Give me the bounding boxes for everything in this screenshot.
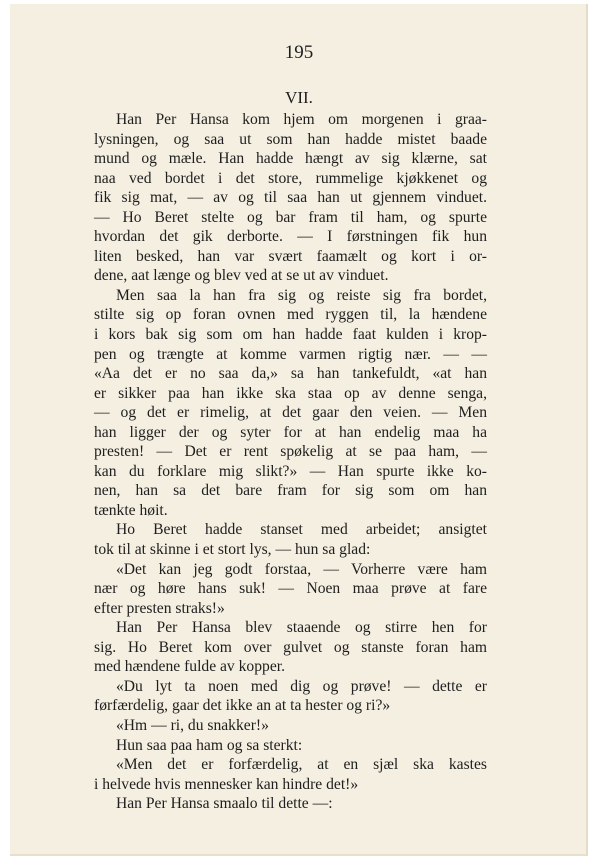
text-line: sig. Ho Beret kom over gulvet og stanste foran ham xyxy=(94,638,487,656)
chapter-heading: VII. xyxy=(285,88,313,107)
text-line: tok til at skinne i et stort lys, — hun sa glad: xyxy=(94,541,371,559)
text-line: Men saa la han fra sig og reiste sig fra bordet, xyxy=(116,286,487,304)
text-line: fik sig mat, — av og til saa han ut gjennem vinduet. xyxy=(94,189,487,207)
text-line: Han Per Hansa smaalo til dette —: xyxy=(116,795,333,813)
text-line: førfærdelig, gaar det ikke an at ta hester og ri?» xyxy=(94,697,391,715)
text-line: «Aa det er no saa da,» sa han tankefuldt, «at han xyxy=(94,365,487,383)
text-line: — og det er rimelig, at det gaar den veien. — Men xyxy=(94,404,487,422)
text-line: pen og trængte at komme varmen rigtig nær. — — xyxy=(94,345,487,363)
text-line: liten besked, han var svært faamælt og kort i or- xyxy=(94,247,487,265)
text-line: presten! — Det er rent spøkelig at se paa ham, — xyxy=(94,443,487,461)
text-line: «Hm — ri, du snakker!» xyxy=(116,716,269,734)
text-line: nær og høre hans suk! — Noen maa prøve at fare xyxy=(94,580,487,598)
body-text xyxy=(94,110,487,814)
text-line: Han Per Hansa kom hjem om morgenen i graa- xyxy=(116,111,487,128)
text-line: i helvede hvis mennesker kan hindre det!» xyxy=(94,775,359,793)
text-line: «Det kan jeg godt forstaa, — Vorherre være ham xyxy=(116,560,487,578)
text-line: Han Per Hansa blev staaende og stirre hen for xyxy=(116,619,487,637)
text-line: «Du lyt ta noen med dig og prøve! — dette er xyxy=(116,677,487,695)
text-line: Ho Beret hadde stanset med arbeidet; ansigtet xyxy=(116,521,487,539)
text-line: i kors bak sig som om han hadde faat kulden i krop- xyxy=(94,326,487,344)
text-line: dene, aat længe og blev ved at se ut av vinduet. xyxy=(94,267,389,285)
page-number: 195 xyxy=(284,42,314,63)
text-line: med hændene fulde av kopper. xyxy=(94,658,285,676)
text-line: lysningen, og saa ut som han hadde mistet baade xyxy=(94,130,487,148)
text-line: kan du forklare mig slikt?» — Han spurte ikke ko- xyxy=(94,462,487,480)
book-page xyxy=(10,4,588,856)
text-line: nen, han sa det bare fram for sig som om han xyxy=(94,482,487,500)
text-line: Hun saa paa ham og sa sterkt: xyxy=(116,736,303,754)
text-line: efter presten straks!» xyxy=(94,599,225,617)
text-line: er sikker paa han ikke ska staa op av denne senga, xyxy=(94,384,487,402)
text-line: — Ho Beret stelte og bar fram til ham, og spurte xyxy=(94,208,487,226)
text-line: tænkte høit. xyxy=(94,501,168,519)
text-line: naa ved bordet i det store, rummelige kjøkkenet og xyxy=(94,169,487,187)
text-line: stilte sig op foran ovnen med ryggen til, la hændene xyxy=(94,306,487,324)
text-line: mund og mæle. Han hadde hængt av sig klærne, sat xyxy=(94,150,487,168)
text-line: «Men det er forfærdelig, at en sjæl ska kastes xyxy=(116,756,487,774)
text-line: han ligger der og syter for at han endelig maa ha xyxy=(94,423,487,441)
text-line: hvordan det gik derborte. — I førstningen fik hun xyxy=(94,228,487,246)
